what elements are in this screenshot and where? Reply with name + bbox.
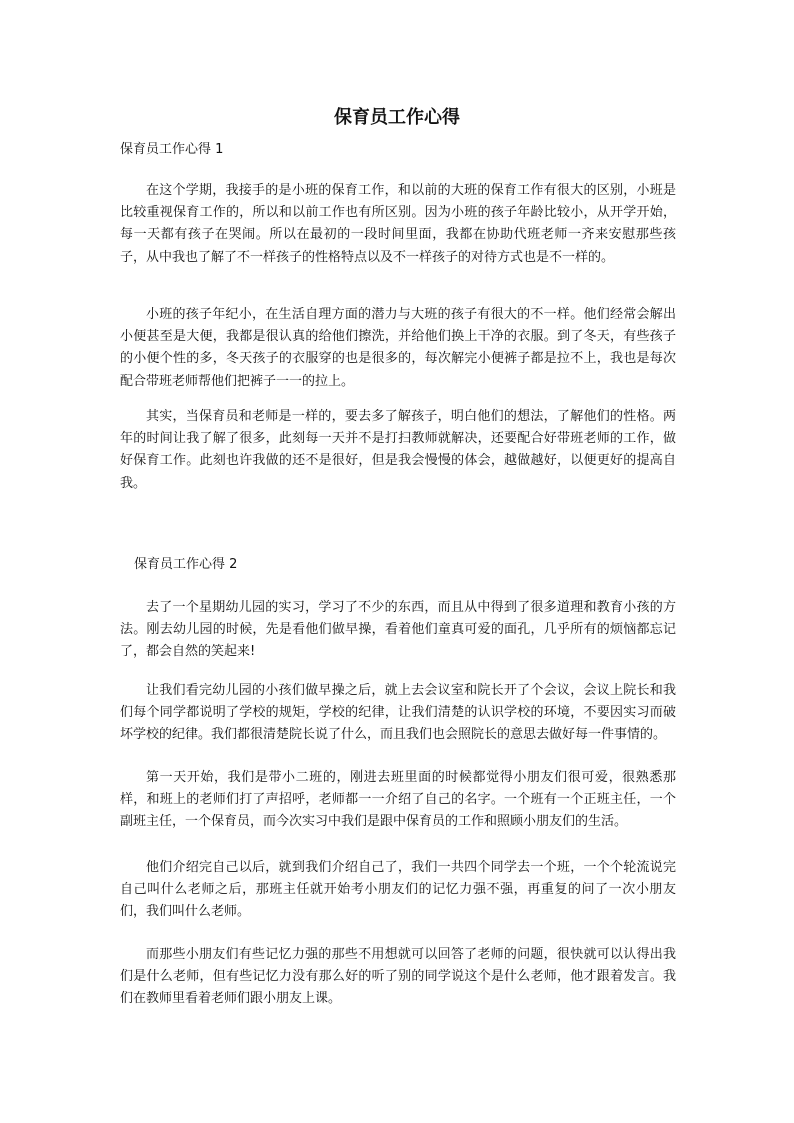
section-heading-2: 保育员工作心得 2 <box>134 557 238 572</box>
paragraph: 小班的孩子年纪小，在生活自理方面的潜力与大班的孩子有很大的不一样。他们经常会解出小便甚至是大便，我都是很认真的给他们擦洗，并给他们换上干净的衣服。到了冬天，有些孩子的小便个性的多，冬天孩子的衣服穿的也是很多的，每次解完小便裤子都是拉不上，我也是每次配合带班老师帮他们把裤子一一的拉上。 <box>120 307 676 389</box>
paragraph: 其实，当保育员和老师是一样的，要去多了解孩子，明白他们的想法，了解他们的性格。两年的时间让我了解了很多，此刻每一天并不是打扫教师就解决，还要配合好带班老师的工作，做好保育工作。此刻也许我做的还不是很好，但是我会慢慢的体会，越做越好，以便更好的提高自我。 <box>120 409 676 491</box>
paragraph: 去了一个星期幼儿园的实习，学习了不少的东西，而且从中得到了很多道理和教育小孩的方法。刚去幼儿园的时候，先是看他们做早操，看着他们童真可爱的面孔，几乎所有的烦恼都忘记了，都会自然的笑起来! <box>120 600 676 660</box>
section-heading-1: 保育员工作心得 1 <box>120 142 224 157</box>
paragraph: 在这个学期，我接手的是小班的保育工作，和以前的大班的保育工作有很大的区别，小班是比较重视保育工作的，所以和以前工作也有所区别。因为小班的孩子年龄比较小，从开学开始，每一天都有孩子在哭闹。所以在最初的一段时间里面，我都在协助代班老师一齐来安慰那些孩子，从中我也了解了不一样孩子的性格特点以及不一样孩子的对待方式也是不一样的。 <box>120 183 676 265</box>
paragraph: 而那些小朋友们有些记忆力强的那些不用想就可以回答了老师的问题，很快就可以认得出我们是什么老师，但有些记忆力没有那么好的听了别的同学说这个是什么老师，他才跟着发言。我们在教师里看着老师们跟小朋友上课。 <box>120 947 676 1007</box>
paragraph: 他们介绍完自己以后，就到我们介绍自己了，我们一共四个同学去一个班，一个个轮流说完自己叫什么老师之后，那班主任就开始考小朋友们的记忆力强不强，再重复的问了一次小朋友们，我们叫什么老师。 <box>120 860 676 920</box>
document-title: 保育员工作心得 <box>334 107 460 128</box>
paragraph: 第一天开始，我们是带小二班的，刚进去班里面的时候都觉得小朋友们很可爱，很熟悉那样，和班上的老师们打了声招呼，老师都一一介绍了自己的名字。一个班有一个正班主任，一个副班主任，一个保育员，而今次实习中我们是跟中保育员的工作和照顾小朋友们的生活。 <box>120 770 676 830</box>
paragraph: 让我们看完幼儿园的小孩们做早操之后，就上去会议室和院长开了个会议，会议上院长和我们每个同学都说明了学校的规矩，学校的纪律，让我们清楚的认识学校的环境，不要因实习而破坏学校的纪律。我们都很清楚院长说了什么，而且我们也会照院长的意思去做好每一件事情的。 <box>120 683 676 743</box>
